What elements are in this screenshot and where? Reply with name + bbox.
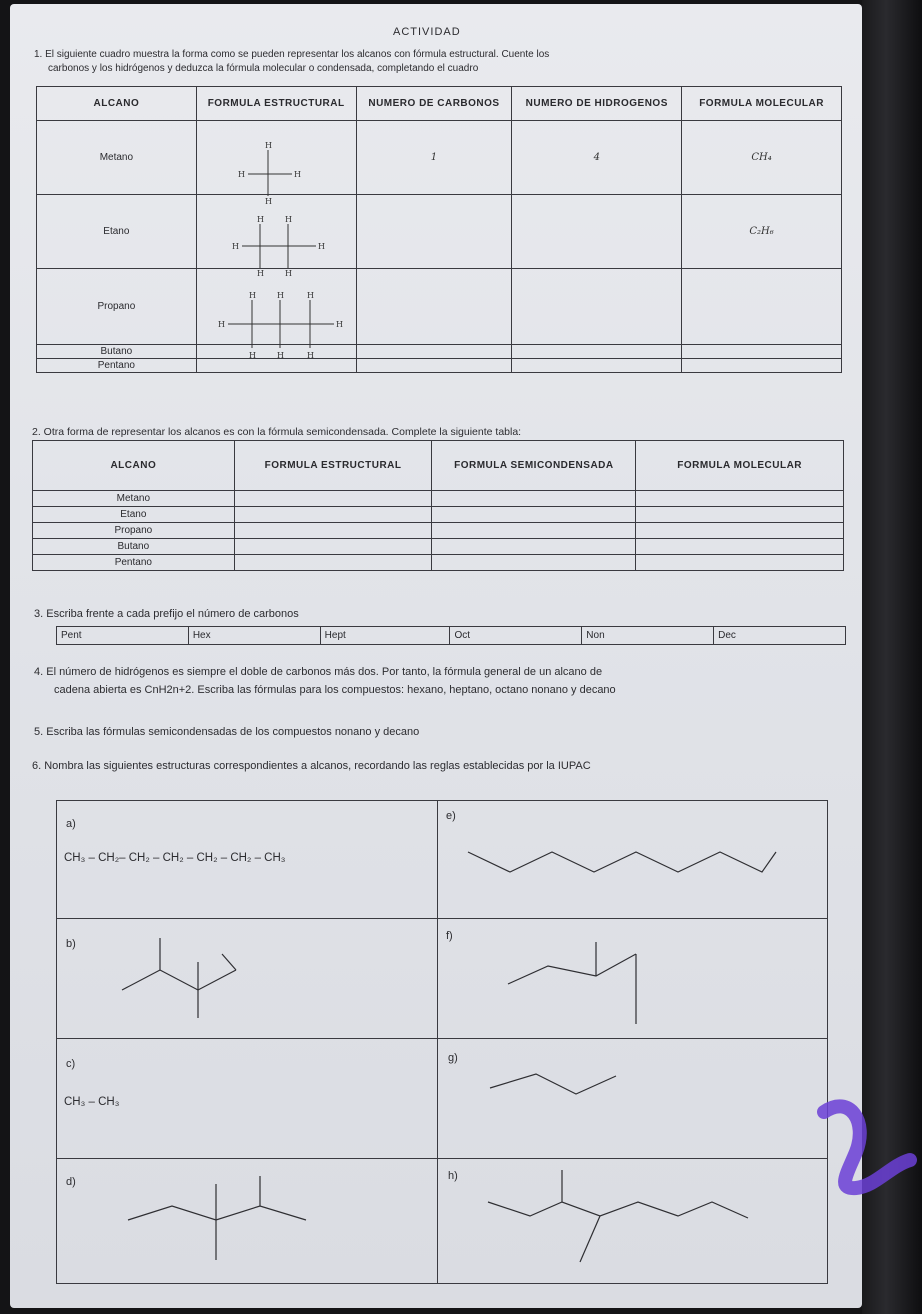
svg-text:H: H [336, 320, 343, 329]
svg-text:H: H [294, 170, 301, 179]
q6-label-f: f) [446, 930, 453, 942]
structure-d-chain [128, 1206, 306, 1220]
q1-header-molecular: FORMULA MOLECULAR [682, 87, 842, 121]
svg-text:H: H [265, 141, 272, 150]
q2-instruction: 2. Otra forma de representar los alcanos es con la fórmula semicondensada. Complete la siguiente tabla: [32, 426, 522, 438]
q6-formula-a: CH₃ – CH₂– CH₂ – CH₂ – CH₂ – CH₂ – CH₃ [64, 852, 286, 864]
q2-header-estructural: FORMULA ESTRUCTURAL [234, 441, 432, 491]
svg-text:H: H [318, 242, 325, 251]
svg-text:H: H [307, 291, 314, 300]
svg-text:H: H [285, 269, 292, 278]
page-title: ACTIVIDAD [393, 26, 461, 38]
svg-text:H: H [249, 351, 256, 360]
q1-cell-alcano: Propano [37, 269, 197, 345]
q2-header-molecular: FORMULA MOLECULAR [636, 441, 844, 491]
q3-instruction: 3. Escriba frente a cada prefijo el número de carbonos [34, 608, 299, 620]
prefix-dec: Dec [714, 627, 846, 645]
svg-text:H: H [218, 320, 225, 329]
q4-instruction-line2: cadena abierta es CnH2n+2. Escriba las fórmulas para los compuestos: hexano, heptano, octano nonano y decano [54, 684, 616, 696]
svg-text:H: H [257, 215, 264, 224]
q4-instruction-line1: 4. El número de hidrógenos es siempre el doble de carbonos más dos. Por tanto, la fórmula general de un alcano de [34, 666, 603, 678]
q6-label-c: c) [66, 1058, 76, 1070]
q1-header-hidrogenos: NUMERO DE HIDROGENOS [512, 87, 682, 121]
q1-cell-alcano: Pentano [37, 359, 197, 373]
prefix-pent: Pent [57, 627, 189, 645]
svg-text:H: H [307, 351, 314, 360]
structure-f-chain [508, 954, 636, 984]
prefix-non: Non [582, 627, 714, 645]
q2-row-alcano: Metano [33, 491, 235, 507]
q5-instruction: 5. Escriba las fórmulas semicondensadas de los compuestos nonano y decano [34, 726, 420, 738]
structure-b-branch [222, 954, 236, 970]
q1-header-carbonos: NUMERO DE CARBONOS [356, 87, 512, 121]
q2-row-alcano: Etano [33, 507, 235, 523]
q1-header-estructural: FORMULA ESTRUCTURAL [196, 87, 356, 121]
svg-text:H: H [249, 291, 256, 300]
q1-cell-molecular: CH₄ [682, 121, 842, 195]
svg-text:H: H [265, 197, 272, 206]
structure-h-branch [580, 1216, 600, 1262]
structure-e-chain [468, 852, 776, 872]
q1-header-alcano: ALCANO [37, 87, 197, 121]
phone-edge [862, 0, 922, 1314]
q6-instruction: 6. Nombra las siguientes estructuras correspondientes a alcanos, recordando las reglas establecidas por la IUPAC [32, 760, 591, 772]
skeletal-structures [10, 4, 862, 1308]
structure-b-chain [122, 970, 236, 990]
structure-h-chain [488, 1202, 748, 1218]
q1-cell-carbonos: 1 [356, 121, 512, 195]
q1-cell-alcano: Etano [37, 195, 197, 269]
q1-instruction-line1: 1. El siguiente cuadro muestra la forma como se pueden representar los alcanos con fórmula estructural. Cuente los [34, 49, 550, 60]
svg-text:H: H [277, 291, 284, 300]
worksheet-page [10, 4, 862, 1308]
q6-formula-c: CH₃ – CH₃ [64, 1096, 120, 1108]
q2-row-alcano: Propano [33, 523, 235, 539]
structure-g-chain [490, 1074, 616, 1094]
svg-text:H: H [285, 215, 292, 224]
q2-row-alcano: Butano [33, 539, 235, 555]
q6-label-b: b) [66, 938, 76, 950]
q2-row-alcano: Pentano [33, 555, 235, 571]
q2-header-semicondensada: FORMULA SEMICONDENSADA [432, 441, 636, 491]
q1-cell-alcano: Butano [37, 345, 197, 359]
q1-instruction-line2: carbonos y los hidrógenos y deduzca la fórmula molecular o condensada, completando el cuadro [48, 63, 479, 74]
q1-cell-molecular: C₂H₆ [682, 195, 842, 269]
prefix-oct: Oct [450, 627, 582, 645]
svg-text:H: H [238, 170, 245, 179]
q6-label-a: a) [66, 818, 76, 830]
q6-label-e: e) [446, 810, 456, 822]
q6-label-d: d) [66, 1176, 76, 1188]
prefix-hept: Hept [320, 627, 450, 645]
q6-label-h: h) [448, 1170, 458, 1182]
q1-cell-alcano: Metano [37, 121, 197, 195]
svg-text:H: H [232, 242, 239, 251]
q2-header-alcano: ALCANO [33, 441, 235, 491]
svg-text:H: H [257, 269, 264, 278]
prefix-hex: Hex [188, 627, 320, 645]
q6-label-g: g) [448, 1052, 458, 1064]
svg-text:H: H [277, 351, 284, 360]
q1-cell-hidrogenos: 4 [512, 121, 682, 195]
